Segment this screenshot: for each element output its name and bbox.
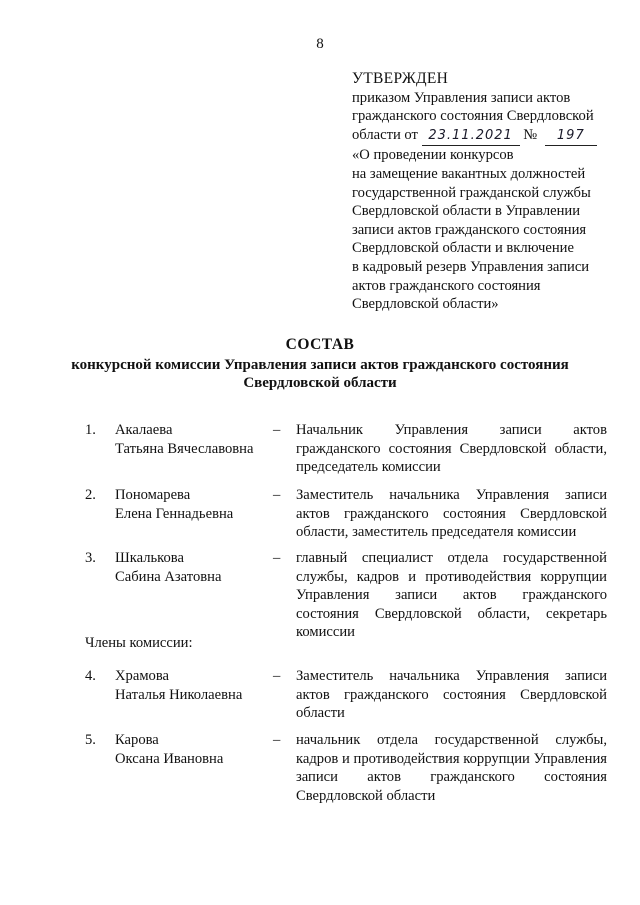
member-surname: Шкалькова — [115, 550, 184, 566]
member-role: Начальник Управления записи актов гражданского состояния Свердловской области, председатель комиссии — [296, 422, 607, 475]
member-name — [115, 667, 275, 704]
page-number: 8 — [316, 36, 324, 52]
member-dash: – — [273, 550, 281, 566]
order-title-line: записи актов гражданского состояния — [352, 221, 587, 238]
handwritten-number-field — [545, 126, 597, 147]
member-role: Заместитель начальника Управления записи актов гражданского состояния Свердловской области — [296, 668, 607, 721]
handwritten-date-field — [422, 126, 520, 147]
title-subtitle: Свердловской области — [243, 375, 397, 391]
member-given-names: Наталья Николаевна — [115, 686, 243, 703]
approval-line: приказом Управления записи актов — [352, 89, 571, 106]
handwritten-date: 23.11.2021 — [428, 127, 513, 143]
member-dash: – — [273, 732, 281, 748]
member-number: 1. — [85, 422, 96, 438]
member-number: 2. — [85, 487, 96, 503]
member-name — [115, 421, 275, 458]
member-number: 4. — [85, 668, 96, 684]
approval-heading: УТВЕРЖДЕН — [352, 70, 449, 87]
member-name — [115, 486, 275, 523]
order-title-line: Свердловской области и включение — [352, 240, 574, 257]
member-number: 3. — [85, 550, 96, 566]
member-surname: Храмова — [115, 668, 170, 684]
approval-line-prefix: области от — [352, 126, 418, 143]
member-given-names: Елена Геннадьевна — [115, 505, 234, 522]
member-dash: – — [273, 487, 281, 503]
approval-stamp — [352, 70, 622, 314]
member-role: Заместитель начальника Управления записи актов гражданского состояния Свердловской области, заместитель председателя комиссии — [296, 487, 607, 540]
approval-date-line — [352, 126, 622, 147]
order-title-line: на замещение вакантных должностей — [352, 165, 586, 182]
member-surname: Акалаева — [115, 422, 173, 438]
order-title-line: государственной гражданской службы — [352, 184, 591, 201]
approval-line: гражданского состояния Свердловской — [352, 108, 594, 125]
title-main: СОСТАВ — [285, 336, 355, 353]
order-title-line: «О проведении конкурсов — [352, 147, 514, 164]
order-title-line: в кадровый резерв Управления записи — [352, 258, 590, 275]
order-title-line: актов гражданского состояния — [352, 277, 541, 294]
title-subtitle: конкурсной комиссии Управления записи актов гражданского состояния — [71, 356, 569, 373]
member-role: главный специалист отдела государственной службы, кадров и противодействия коррупции Управления записи актов гражданского состояния Свердловской области, секретарь комиссии — [296, 550, 607, 640]
member-dash: – — [273, 668, 281, 684]
order-title-line: Свердловской области» — [352, 296, 499, 313]
member-surname: Пономарева — [115, 487, 191, 503]
members-label: Члены комиссии: — [85, 635, 193, 651]
order-title-line: Свердловской области в Управлении — [352, 203, 581, 220]
number-sign: № — [523, 126, 538, 143]
member-role: начальник отдела государственной службы, кадров и противодействия коррупции Управления записи актов гражданского состояния Свердловской области — [296, 732, 607, 804]
member-number: 5. — [85, 732, 96, 748]
member-given-names: Оксана Ивановна — [115, 750, 224, 767]
member-given-names: Татьяна Вячеславовна — [115, 440, 254, 457]
document-title — [0, 336, 640, 393]
handwritten-number: 197 — [556, 127, 585, 143]
member-name — [115, 549, 275, 586]
member-given-names: Сабина Азатовна — [115, 568, 222, 585]
member-dash: – — [273, 422, 281, 438]
member-surname: Карова — [115, 732, 159, 748]
member-name — [115, 731, 275, 768]
